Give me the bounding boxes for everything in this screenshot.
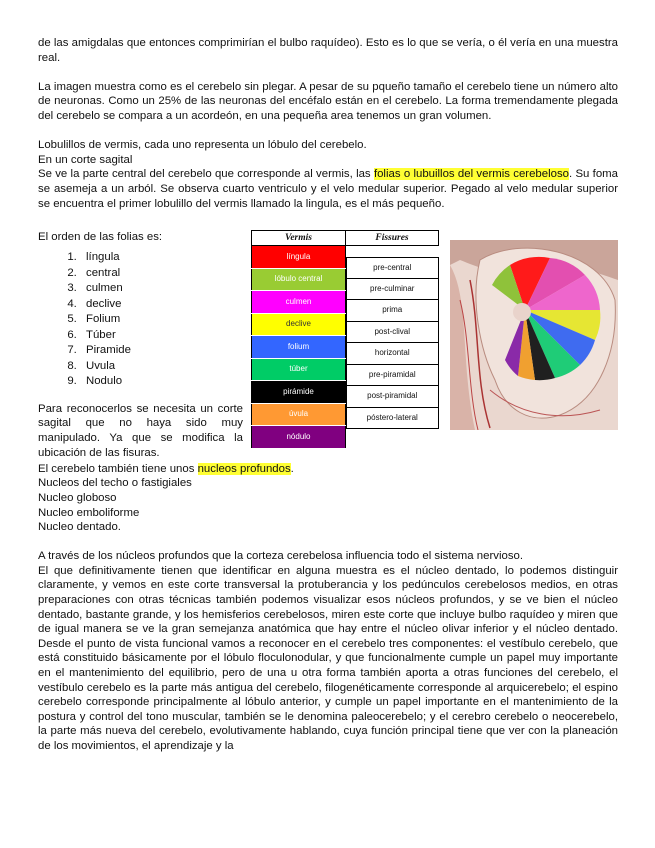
- list-item: 4. declive: [80, 297, 243, 313]
- list-item: 2. central: [80, 266, 243, 282]
- text-span: Se ve la parte central del cerebelo que corresponde al vermis, las: [38, 168, 374, 181]
- lobe-cell: língula: [252, 246, 346, 269]
- vermis-fissures-table: [251, 230, 439, 449]
- text-span: . Su foma se asemeja a un arból. Se observa cuarto ventriculo y el velo medular superior. Pegado al velo medular superior se encuentra el primer lobulillo del vermis llamado la lingula, es el más pequeño.: [38, 168, 619, 210]
- figure-row: [38, 226, 618, 462]
- fissure-cell: post-piramidal: [346, 386, 439, 408]
- fissure-cell: pre-piramidal: [346, 365, 439, 387]
- fissure-cell: prima: [346, 300, 439, 322]
- orden-title: El orden de las folias es:: [38, 230, 163, 243]
- list-item: 6. Túber: [80, 328, 243, 344]
- list-item: 3. culmen: [80, 281, 243, 297]
- fissures-column: [346, 246, 439, 449]
- paragraph-nucleos: [38, 462, 618, 477]
- paragraph-final-intro: A través de los núcleos profundos que la corteza cerebelosa influencia todo el sistema nervioso.: [38, 550, 524, 563]
- list-item: 5. Folium: [80, 312, 243, 328]
- paragraph-final: El que definitivamente tienen que identificar en alguna muestra es el núcleo dentado, lo podemos distinguir claramente, y vemos en este corte transversal la protuberancia y los pedúnculos cerebelosos medios, en otras preparaciones con otras técnicas también podemos visualizar esos núcleos profundos, y se ve bien el núcleo dentado, bastante grande, y los hemisferios cerebelosos, miren este corte que incluye bulbo raquídeo y miren que de igual manera se ve la gran semejanza anatómica que hay entre el núcleo olivar inferior y el núcleo dentado. Desde el punto de vista funcional vamos a reconocer en el cerebelo tres componentes: el vestíbulo cerebelo, que está constituido básicamente por el lóbulo floculonodular, y que funcionalmente cumple un papel muy importante en el mantenimiento del equilibrio, pero de una u otra forma también aporta a otras funciones del cerebelo, el vestíbulo cerebelo es la parte más antigua del cerebelo, filogenéticamente corresponde al arquicerebelo; el espino cerebelo corresponde principalmente al lóbulo anterior, y cumple un papel importante en el mantenimiento de la postura y control del tono muscular, también se le denomina paleocerebelo; y el cerebro cerebelo o neocerebelo, la parte más nueva del cerebelo, evolutivamente hablando, cuya función principal tiene que ver con la planeación de los movimientos, el aprendizaje y la: [38, 564, 618, 752]
- folias-list: [38, 250, 243, 390]
- fissure-cell: póstero-lateral: [346, 408, 439, 430]
- list-item: 9. Nodulo: [80, 374, 243, 390]
- text-span: El cerebelo también tiene unos: [38, 462, 198, 475]
- fissure-cell: post-clival: [346, 322, 439, 344]
- table: [251, 230, 439, 449]
- paragraph-vermis: [38, 167, 618, 211]
- fissure-cell: horizontal: [346, 343, 439, 365]
- lobe-cell: úvula: [252, 403, 346, 426]
- text-span: .: [290, 462, 294, 475]
- nucleo-line: Nucleo dentado.: [38, 521, 121, 534]
- list-item: 8. Uvula: [80, 359, 243, 375]
- nucleo-line: Nucleo globoso: [38, 491, 117, 504]
- highlight-nucleos: nucleos profundos: [197, 462, 291, 475]
- header-vermis: Vermis: [252, 230, 346, 246]
- lobe-cell: nódulo: [252, 426, 346, 449]
- cerebellum-illustration: [450, 240, 618, 430]
- nucleo-line: Nucleos del techo o fastigiales: [38, 477, 192, 490]
- lobe-cell: túber: [252, 358, 346, 381]
- paragraph-intro: de las amigdalas que entonces comprimirían el bulbo raquídeo). Esto es lo que se vería, o él vería en una muestra real.: [38, 37, 618, 64]
- document-page: [38, 36, 618, 754]
- header-fissures: Fissures: [346, 230, 439, 246]
- fissure-cell: pre-culminar: [346, 279, 439, 301]
- lobe-cell: folium: [252, 336, 346, 359]
- lobe-cell: pirámide: [252, 381, 346, 404]
- highlight-folias: folias o lubuillos del vermis cerebeloso: [373, 168, 569, 181]
- folias-column: [38, 226, 243, 460]
- fissure-cell: pre-central: [346, 257, 439, 279]
- nucleo-line: Nucleo emboliforme: [38, 506, 140, 519]
- list-item: 1. língula: [80, 250, 243, 266]
- fissures-stack: [346, 246, 439, 459]
- lobe-cell: culmen: [252, 291, 346, 314]
- paragraph-fisuras: Para reconocerlos se necesita un corte sagital que no haya sido muy manipulado. Ya que se modifica la ubicación de las fisuras.: [38, 402, 243, 459]
- cerebellum-sagittal-photo: [450, 240, 618, 430]
- lobe-cell: lóbulo central: [252, 268, 346, 291]
- lobe-cell: declive: [252, 313, 346, 336]
- line-corte-sagital: En un corte sagital: [38, 153, 133, 166]
- line-lobulillos: Lobulillos de vermis, cada uno representa un lóbulo del cerebelo.: [38, 139, 367, 152]
- list-item: 7. Piramide: [80, 343, 243, 359]
- paragraph-cerebelo-sin-plegar: La imagen muestra como es el cerebelo sin plegar. A pesar de su pqueño tamaño el cerebelo tiene un número alto de neuronas. Como un 25% de las neuronas del encéfalo están en el cerebelo. La forma tremendamente plegada del cerebelo se compara a un acordeón, en una pequeña area tenemos un gran volumen.: [38, 80, 618, 122]
